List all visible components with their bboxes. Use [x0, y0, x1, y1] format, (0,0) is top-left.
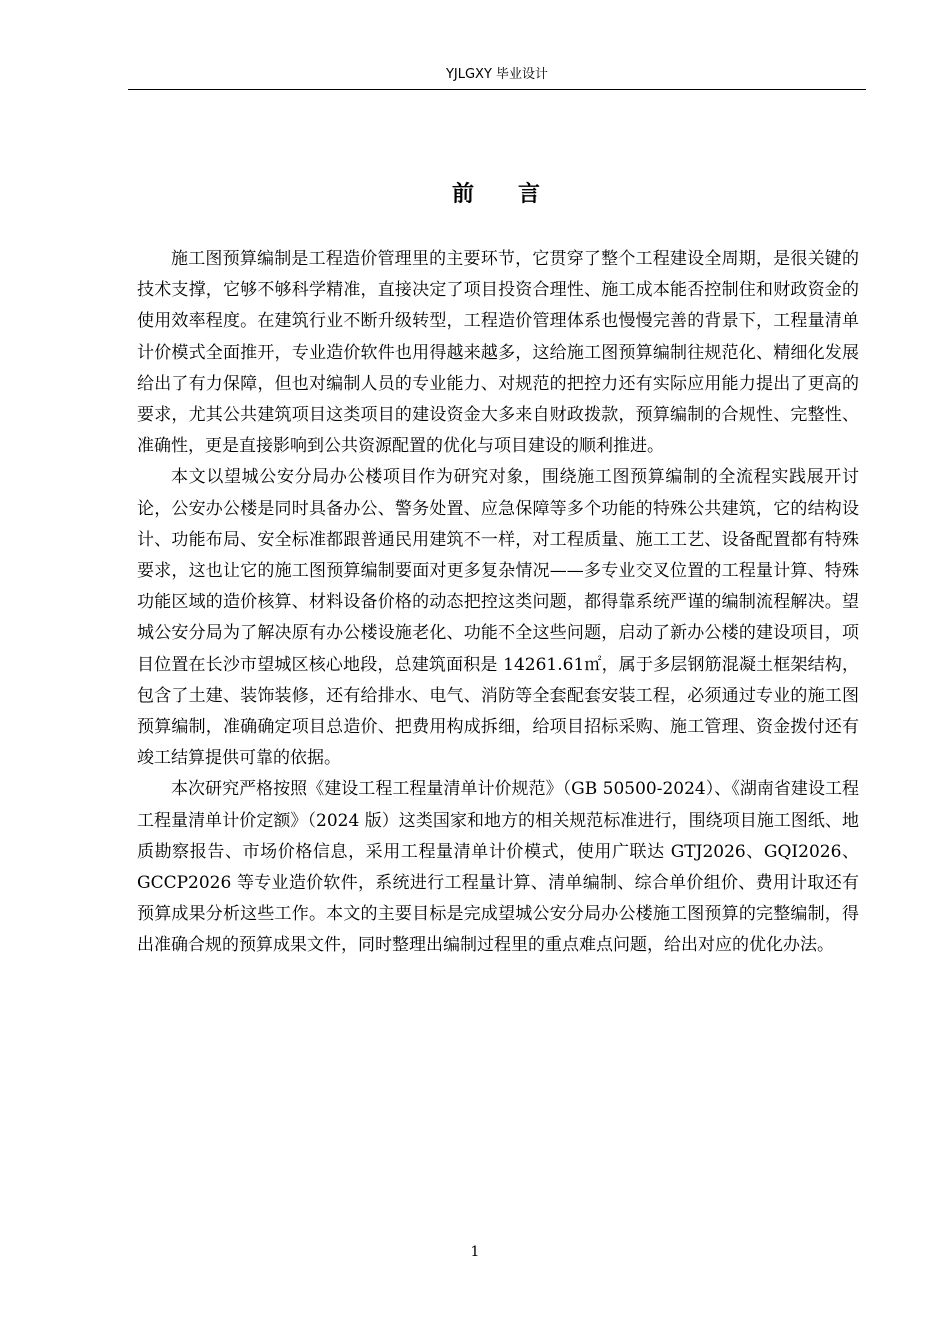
page-header: [128, 62, 866, 90]
title-char-1: 前: [451, 182, 476, 207]
paragraph: 本文以望城公安分局办公楼项目作为研究对象，围绕施工图预算编制的全流程实践展开讨论，公安办公楼是同时具备办公、警务处置、应急保障等多个功能的特殊公共建筑，它的结构设计、功能布局、安全标准都跟普通民用建筑不一样，对工程质量、施工工艺、设备配置都有特殊要求，这也让它的施工图预算编制要面对更多复杂情况——多专业交叉位置的工程量计算、特殊功能区域的造价核算、材料设备价格的动态把控这类问题，都得靠系统严谨的编制流程解决。望城公安分局为了解决原有办公楼设施老化、功能不全这些问题，启动了新办公楼的建设项目，项目位置在长沙市望城区核心地段，总建筑面积是 14261.61㎡，属于多层钢筋混凝土框架结构，包含了土建、装饰装修，还有给排水、电气、消防等全套配套安装工程，必须通过专业的施工图预算编制，准确确定项目总造价、把费用构成拆细，给项目招标采购、施工管理、资金拨付还有竣工结算提供可靠的依据。: [137, 467, 859, 769]
page-title: [128, 180, 866, 210]
title-char-2: 言: [518, 182, 543, 207]
header-text: YJLGXY 毕业设计: [445, 67, 549, 82]
paragraph: 本次研究严格按照《建设工程工程量清单计价规范》（GB 50500-2024）、《湖南省建设工程工程量清单计价定额》（2024 版）这类国家和地方的相关规范标准进行，围绕项目施工图纸、地质勘察报告、市场价格信息，采用工程量清单计价模式，使用广联达 GTJ2026、GQI2026、GCCP2026 等专业造价软件，系统进行工程量计算、清单编制、综合单价组价、费用计取还有预算成果分析这些工作。本文的主要目标是完成望城公安分局办公楼施工图预算的完整编制，得出准确合规的预算成果文件，同时整理出编制过程里的重点难点问题，给出对应的优化办法。: [137, 779, 859, 956]
paragraph: 施工图预算编制是工程造价管理里的主要环节，它贯穿了整个工程建设全周期，是很关键的技术支撑，它够不够科学精准，直接决定了项目投资合理性、施工成本能否控制住和财政资金的使用效率程度。在建筑行业不断升级转型，工程造价管理体系也慢慢完善的背景下，工程量清单计价模式全面推开，专业造价软件也用得越来越多，这给施工图预算编制往规范化、精细化发展给出了有力保障，但也对编制人员的专业能力、对规范的把控力还有实际应用能力提出了更高的要求，尤其公共建筑项目这类项目的建设资金大多来自财政拨款，预算编制的合规性、完整性、准确性，更是直接影响到公共资源配置的优化与项目建设的顺利推进。: [137, 249, 859, 457]
body-text: [137, 244, 859, 962]
page-number: 1: [470, 1244, 480, 1260]
